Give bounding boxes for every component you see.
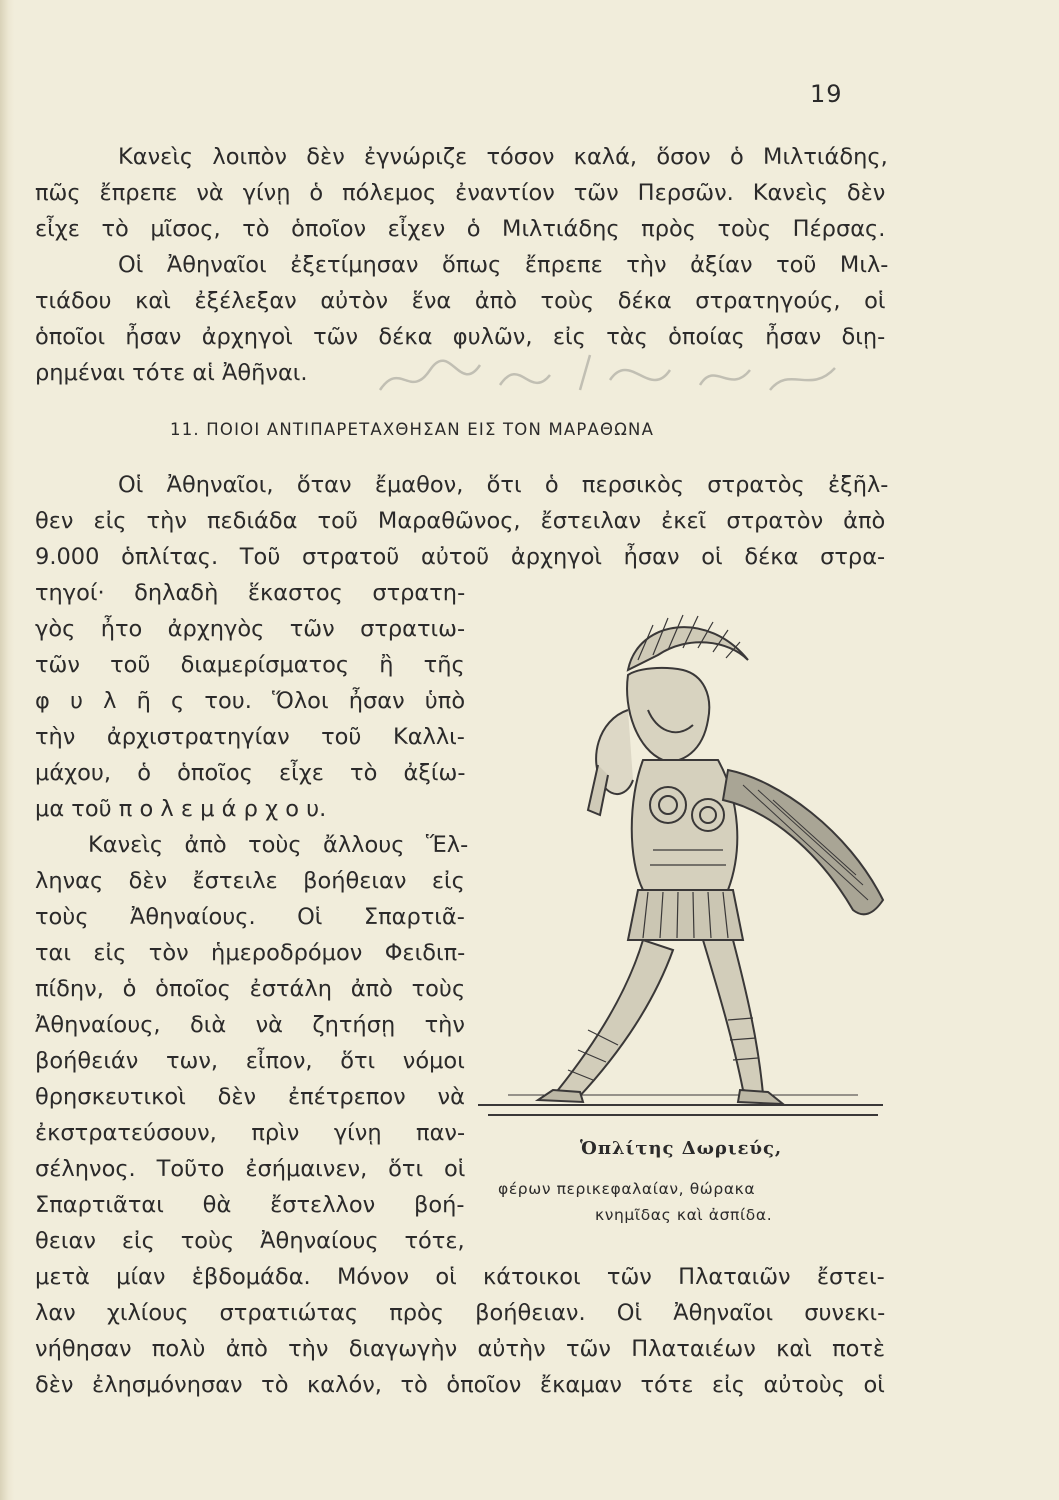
pencil-scribble [370,340,850,410]
text-line: τοὺς Ἀθηναίους. Οἱ Σπαρτιᾶ- [35,904,465,930]
page-edge [0,0,14,1500]
text-line: ἐκστρατεύσουν, πρὶν γίνῃ παν- [35,1120,466,1146]
text-line: μετὰ μίαν ἑβδομάδα. Μόνον οἱ κάτοικοι τῶν Πλαταιῶν ἔστει- [35,1264,885,1290]
figure-caption-line: φέρων περικεφαλαίαν, θώρακα [498,1180,756,1198]
text-line: πίδην, ὁ ὁποῖος ἐστάλη ἀπὸ τοὺς [35,976,466,1002]
text-line: βοήθειάν των, εἶπον, ὅτι νόμοι [35,1048,465,1074]
text-line: θεν εἰς τὴν πεδιάδα τοῦ Μαραθῶνος, ἔστειλαν ἐκεῖ στρατὸν ἀπὸ [35,508,886,534]
text-line: ρημέναι τότε αἱ Ἀθῆναι. [35,360,308,386]
page-number: 19 [810,80,843,108]
text-line: Οἱ Ἀθηναῖοι ἐξετίμησαν ὅπως ἔπρεπε τὴν ἀξίαν τοῦ Μιλ- [118,252,889,278]
text-line: Κανεὶς λοιπὸν δὲν ἐγνώριζε τόσον καλά, ὅσον ὁ Μιλτιάδης, [118,144,888,170]
text-line: φ υ λ ῆ ς του. Ὅλοι ἦσαν ὑπὸ [35,688,466,714]
text-line: ὁποῖοι ἦσαν ἀρχηγοὶ τῶν δέκα φυλῶν, εἰς τὰς ὁποίας ἦσαν διῃ- [35,324,886,350]
figure-caption-line: κνημῖδας καὶ ἀσπίδα. [595,1206,773,1224]
text-line: γὸς ἦτο ἀρχηγὸς τῶν στρατιω- [35,616,466,642]
text-line: ληνας δὲν ἔστειλε βοήθειαν εἰς [35,868,465,894]
text-line: ται εἰς τὸν ἡμεροδρόμον Φειδιπ- [35,940,466,966]
hoplite-illustration [478,600,898,1140]
text-line: Οἱ Ἀθηναῖοι, ὅταν ἔμαθον, ὅτι ὁ περσικὸς στρατὸς ἐξῆλ- [118,472,889,498]
text-line: μάχου, ὁ ὁποῖος εἶχε τὸ ἀξίω- [35,760,466,786]
text-line: Ἀθηναίους, διὰ νὰ ζητήσῃ τὴν [35,1012,465,1038]
text-line: λαν χιλίους στρατιώτας πρὸς βοήθειαν. Οἱ Ἀθηναῖοι συνεκι- [35,1300,886,1326]
text-line: εἶχε τὸ μῖσος, τὸ ὁποῖον εἶχεν ὁ Μιλτιάδης πρὸς τοὺς Πέρσας. [35,216,886,242]
text-line: Κανεὶς ἀπὸ τοὺς ἄλλους Ἕλ- [88,832,469,858]
text-line: δὲν ἐλησμόνησαν τὸ καλόν, τὸ ὁποῖον ἔκαμαν τότε εἰς αὐτοὺς οἱ [35,1372,885,1398]
text-line: τιάδου καὶ ἐξέλεξαν αὐτὸν ἕνα ἀπὸ τοὺς δέκα στρατηγούς, οἱ [35,288,886,314]
text-line: σέληνος. Τοῦτο ἐσήμαινεν, ὅτι οἱ [35,1156,466,1182]
text-line: θειαν εἰς τοὺς Ἀθηναίους τότε, [35,1228,465,1254]
text-line: θρησκευτικοὶ δὲν ἐπέτρεπον νὰ [35,1084,465,1110]
text-line: τηγοί· δηλαδὴ ἕκαστος στρατη- [35,580,466,606]
text-line: τῶν τοῦ διαμερίσματος ἢ τῆς [35,652,465,678]
figure-caption-title: Ὁπλίτης Δωριεύς, [580,1138,783,1159]
text-line: Σπαρτιᾶται θὰ ἔστελλον βοή- [35,1192,465,1218]
text-line: νήθησαν πολὺ ἀπὸ τὴν διαγωγὴν αὐτὴν τῶν Πλαταιέων καὶ ποτὲ [35,1336,886,1362]
text-line: 9.000 ὁπλίτας. Τοῦ στρατοῦ αὐτοῦ ἀρχηγοὶ ἦσαν οἱ δέκα στρα- [35,544,886,570]
text-line: μα τοῦ π ο λ ε μ ά ρ χ ο υ. [35,796,327,822]
text-line: τὴν ἀρχιστρατηγίαν τοῦ Καλλι- [35,724,465,750]
text-line: πῶς ἔπρεπε νὰ γίνῃ ὁ πόλεμος ἐναντίον τῶν Περσῶν. Κανεὶς δὲν [35,180,886,206]
section-heading: 11. ΠΟΙΟΙ ΑΝΤΙΠΑΡΕΤΑΧΘΗΣΑΝ ΕΙΣ ΤΟΝ ΜΑΡΑΘΩΝΑ [170,420,655,439]
